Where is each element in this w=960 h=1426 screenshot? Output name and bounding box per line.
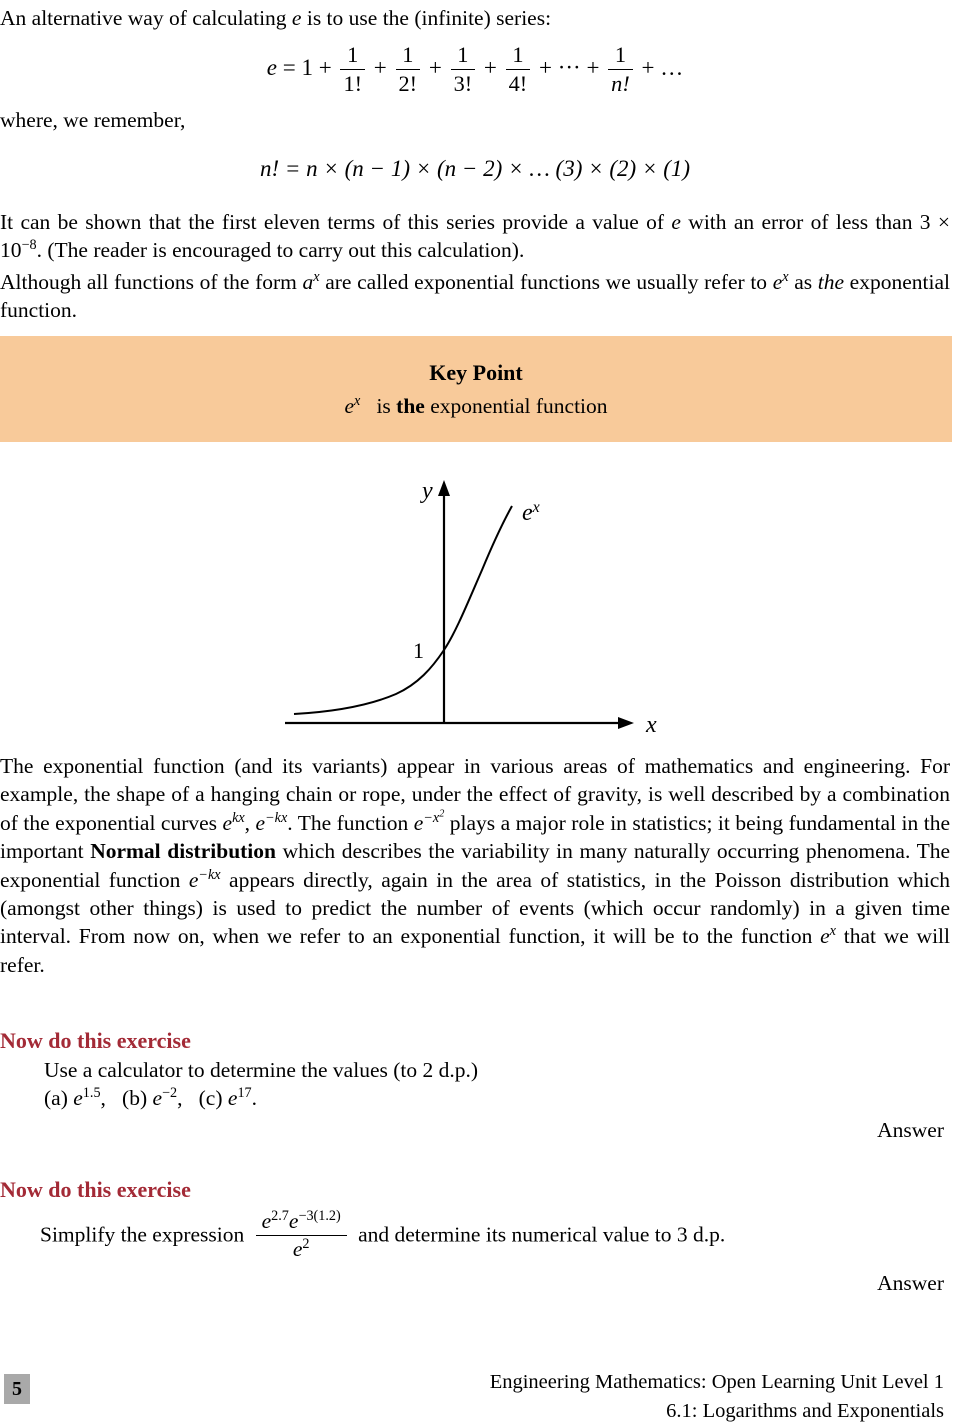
series-plus-3: + bbox=[428, 54, 442, 80]
y-axis-arrowhead bbox=[438, 480, 450, 496]
exercise-2-instruction bbox=[40, 1207, 726, 1263]
series-plus-6: + bbox=[586, 54, 600, 80]
app-gauss-exp-pow: 2 bbox=[439, 807, 445, 819]
although-part3: as bbox=[788, 270, 818, 294]
ex1-item-c-trail: . bbox=[251, 1086, 257, 1110]
intro-text-b: is to use the (infinite) series: bbox=[301, 6, 552, 30]
series-term-1-num: 1 bbox=[347, 42, 359, 67]
key-point-is: is bbox=[376, 394, 397, 418]
series-term-2-den: 2! bbox=[396, 69, 421, 97]
paragraph-eleven-terms bbox=[0, 208, 950, 265]
app-gauss-exp bbox=[423, 807, 445, 826]
exercise-2-heading: Now do this exercise bbox=[0, 1177, 191, 1202]
series-general-term bbox=[608, 42, 633, 97]
x-axis-arrowhead bbox=[618, 717, 634, 729]
factorial-equation bbox=[0, 156, 950, 182]
series-general-num: 1 bbox=[614, 42, 627, 67]
ex2-denominator bbox=[256, 1235, 347, 1262]
app-s1: The exponential function (and its variants) appear in various areas of mathematics and engineering. For example, the shape of a hanging chain or rope, under the effect of gravity, is well described by a combination of the exponential curves bbox=[0, 754, 950, 835]
app-curve2-exp: −kx bbox=[265, 809, 288, 826]
app-s2: . The function bbox=[287, 810, 414, 835]
series-term-4-num: 1 bbox=[512, 42, 524, 67]
app-final-exp: x bbox=[829, 923, 836, 940]
although-e-exp: x bbox=[782, 268, 789, 285]
series-ellipsis-mid: ··· bbox=[557, 54, 581, 80]
ex1-item-b-base: e bbox=[152, 1086, 163, 1110]
series-term-3-num: 1 bbox=[457, 42, 469, 67]
exponential-curve bbox=[294, 506, 512, 714]
app-s6: that we will refer. bbox=[0, 924, 950, 977]
intro-text-a: An alternative way of calculating bbox=[0, 6, 292, 30]
ex1-item-b-trail: , bbox=[177, 1086, 183, 1110]
exercise-2-answer-link[interactable]: Answer bbox=[877, 1271, 944, 1295]
intro-sentence bbox=[0, 4, 950, 32]
key-point-e-base: e bbox=[344, 394, 354, 418]
y-intercept-label: 1 bbox=[413, 638, 424, 663]
ex1-item-b-exp: −2 bbox=[162, 1084, 178, 1101]
although-a-base: a bbox=[302, 270, 314, 294]
shown-part3: . (The reader is encouraged to carry out this calculation). bbox=[36, 238, 525, 263]
app-sep1: , bbox=[244, 810, 256, 835]
shown-part2: with an error of less than 3 × 10 bbox=[0, 210, 951, 263]
ex1-item-a-trail: , bbox=[100, 1086, 106, 1110]
footer-line-2: 6.1: Logarithms and Exponentials bbox=[666, 1400, 944, 1422]
series-term-1-den: 1! bbox=[340, 69, 365, 97]
app-gauss-base: e bbox=[413, 810, 424, 835]
key-point-e-exp: x bbox=[354, 392, 361, 409]
series-ellipsis-end: … bbox=[660, 54, 684, 80]
ex1-item-c-base: e bbox=[227, 1086, 238, 1110]
where-sentence: where, we remember, bbox=[0, 108, 186, 132]
app-decay-exp: −kx bbox=[198, 866, 221, 883]
app-curve1-exp: kx bbox=[232, 809, 245, 826]
although-italic-the: the bbox=[817, 270, 845, 294]
series-plus-1: + bbox=[318, 54, 332, 80]
intro-var-e: e bbox=[291, 6, 302, 30]
ex1-item-a-base: e bbox=[73, 1086, 83, 1110]
series-equation bbox=[0, 42, 950, 97]
ex1-item-c-label: (c) bbox=[198, 1086, 223, 1110]
curve-label: $e^x$ bbox=[522, 499, 540, 526]
although-part2: are called exponential functions we usually refer to bbox=[319, 270, 773, 294]
app-decay-base: e bbox=[188, 867, 199, 892]
x-axis-label: x bbox=[646, 712, 657, 738]
exercise-2-fraction bbox=[256, 1209, 347, 1262]
ex2-den-exp: 2 bbox=[302, 1235, 310, 1252]
key-point-title: Key Point bbox=[429, 360, 523, 385]
page-footer bbox=[0, 1368, 952, 1424]
series-term-2 bbox=[396, 42, 421, 97]
app-s4: which describes the variability in many naturally occurring phenomena. The exponential function bbox=[0, 839, 950, 892]
key-point-statement bbox=[0, 394, 952, 419]
series-term-4-den: 4! bbox=[506, 69, 531, 97]
app-final-base: e bbox=[820, 924, 830, 949]
ex2-num2-exp: −3(1.2) bbox=[298, 1207, 341, 1224]
ex1-item-a-exp: 1.5 bbox=[82, 1084, 101, 1101]
app-gauss-exp-text: −x bbox=[423, 809, 440, 826]
although-part4: exponential function. bbox=[0, 270, 950, 323]
ex2-den-base: e bbox=[292, 1237, 303, 1261]
series-first-term: 1 bbox=[301, 54, 313, 80]
series-plus-2: + bbox=[373, 54, 387, 80]
series-term-1 bbox=[340, 42, 365, 97]
ex1-item-a-label: (a) bbox=[44, 1086, 68, 1110]
series-lhs: e bbox=[266, 54, 277, 80]
shown-part1: It can be shown that the first eleven terms of this series provide a value of bbox=[0, 210, 672, 234]
ex2-suffix: and determine its numerical value to 3 d.p. bbox=[358, 1222, 726, 1247]
although-part1: Although all functions of the form bbox=[0, 270, 303, 294]
exponential-graph-figure bbox=[250, 462, 710, 752]
key-point-rest: exponential function bbox=[424, 394, 608, 418]
although-e-base: e bbox=[772, 270, 783, 294]
y-axis-label: y bbox=[422, 478, 433, 504]
exercise-1-instruction: Use a calculator to determine the values (to 2 d.p.) bbox=[44, 1058, 479, 1082]
series-term-3 bbox=[451, 42, 476, 97]
series-term-3-den: 3! bbox=[451, 69, 476, 97]
ex2-num2-base: e bbox=[288, 1209, 299, 1233]
key-point-the: the bbox=[396, 394, 425, 418]
exercise-1-heading: Now do this exercise bbox=[0, 1028, 191, 1053]
series-equals: = bbox=[282, 54, 296, 80]
footer-line-1: Engineering Mathematics: Open Learning Unit Level 1 bbox=[489, 1371, 944, 1393]
series-plus-4: + bbox=[483, 54, 497, 80]
ex1-item-c-exp: 17 bbox=[237, 1084, 252, 1101]
series-general-den: n! bbox=[608, 69, 633, 97]
shown-var-e: e bbox=[671, 210, 681, 234]
ex2-num1-exp: 2.7 bbox=[271, 1207, 289, 1224]
exercise-1-answer-link[interactable]: Answer bbox=[877, 1118, 944, 1142]
although-a-exp: x bbox=[313, 268, 320, 285]
series-plus-5: + bbox=[538, 54, 552, 80]
app-s3: plays a major role in statistics; it being fundamental in the important bbox=[0, 810, 950, 864]
key-point-box bbox=[0, 336, 952, 442]
ex2-numerator bbox=[256, 1209, 347, 1235]
ex2-prefix: Simplify the expression bbox=[40, 1222, 245, 1247]
paragraph-although bbox=[0, 268, 950, 325]
ex1-item-b-label: (b) bbox=[122, 1086, 148, 1110]
paragraph-applications bbox=[0, 752, 950, 979]
app-curve1-base: e bbox=[222, 810, 233, 835]
shown-exponent: −8 bbox=[21, 237, 37, 254]
app-bold-term: Normal distribution bbox=[90, 839, 276, 864]
series-term-2-num: 1 bbox=[402, 42, 414, 67]
page-number-badge: 5 bbox=[4, 1374, 30, 1404]
series-plus-7: + bbox=[641, 54, 655, 80]
exercise-1-items bbox=[44, 1086, 257, 1111]
app-s5: appears directly, again in the area of statistics, in the Poisson distribution which (amongst other things) is used to predict the number of events (which occur randomly) in a given time interval. From now on, when we refer to an exponential function, it will be to the function bbox=[0, 867, 950, 949]
series-term-4 bbox=[506, 42, 531, 97]
factorial-expression: n! = n × (n − 1) × (n − 2) × … (3) × (2) × (1) bbox=[259, 156, 691, 181]
footer-attribution bbox=[490, 1368, 944, 1426]
exponential-graph-svg bbox=[250, 462, 710, 752]
ex2-num1-base: e bbox=[261, 1209, 272, 1233]
app-curve2-base: e bbox=[255, 810, 266, 835]
